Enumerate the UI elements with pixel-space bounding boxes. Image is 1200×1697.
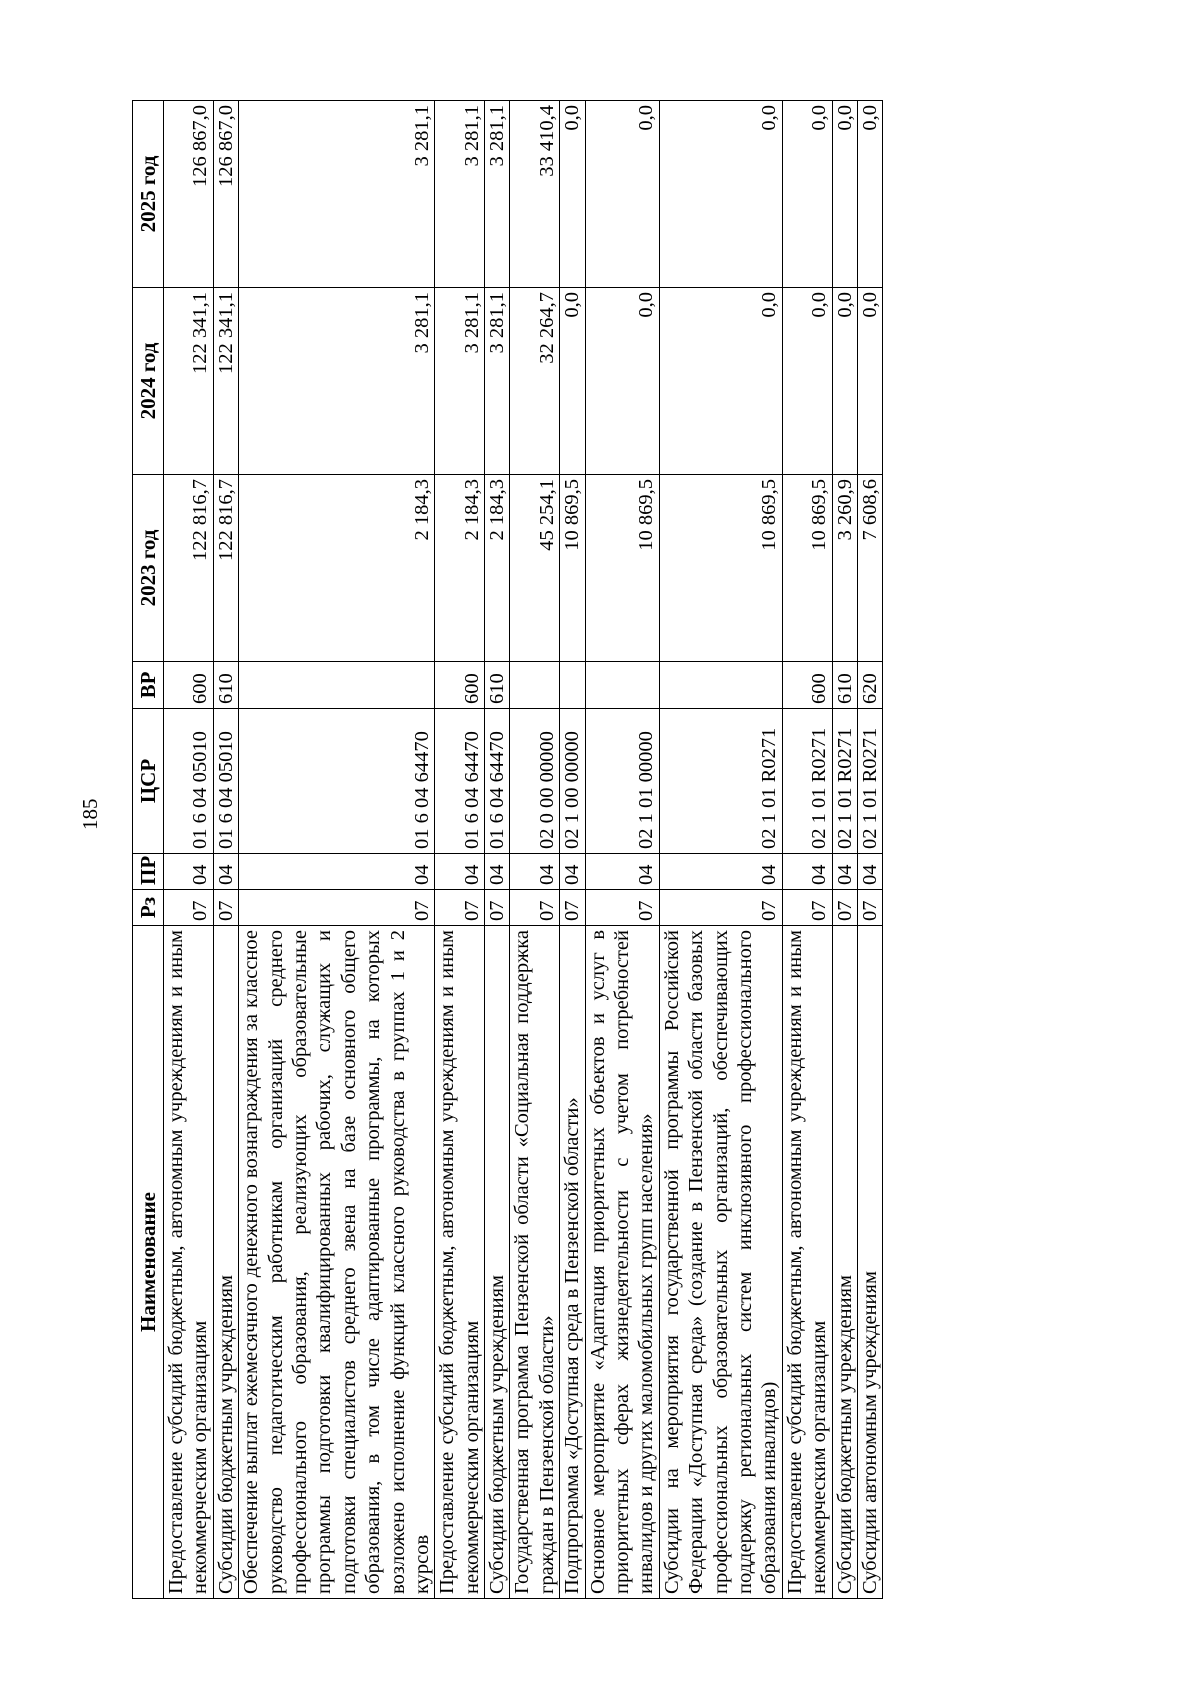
cell-vr: 610: [485, 662, 510, 709]
cell-csr: 01 6 04 64470: [485, 709, 510, 854]
cell-2024: 3 281,1: [239, 288, 435, 475]
cell-vr: 620: [857, 662, 882, 709]
cell-pr: 04: [485, 854, 510, 890]
cell-rz: 07: [857, 890, 882, 926]
cell-rz: 07: [560, 890, 585, 926]
cell-pr: 04: [782, 854, 832, 890]
cell-pr: 04: [163, 854, 213, 890]
header-rz: Рз: [133, 890, 164, 926]
cell-vr: 600: [435, 662, 485, 709]
table-body: [163, 101, 882, 1599]
cell-rz: 07: [239, 890, 435, 926]
cell-2025: 0,0: [832, 101, 857, 288]
table-row: [485, 101, 510, 1599]
cell-rz: 07: [585, 890, 659, 926]
cell-rz: 07: [213, 890, 238, 926]
cell-name: Субсидии бюджетным учреждениям: [832, 926, 857, 1599]
cell-csr: 01 6 04 05010: [213, 709, 238, 854]
cell-2025: 0,0: [857, 101, 882, 288]
cell-csr: 02 1 01 R0271: [659, 709, 782, 854]
page-number: 185: [78, 798, 102, 830]
cell-2023: 7 608,6: [857, 475, 882, 662]
cell-csr: 02 1 01 00000: [585, 709, 659, 854]
rotated-page-content: [132, 101, 1044, 1599]
cell-vr: [659, 662, 782, 709]
cell-2023: 45 254,1: [510, 475, 560, 662]
cell-name: Подпрограмма «Доступная среда в Пензенской области»: [560, 926, 585, 1599]
cell-name: Субсидии бюджетным учреждениям: [485, 926, 510, 1599]
cell-2025: 126 867,0: [213, 101, 238, 288]
cell-2025: 0,0: [659, 101, 782, 288]
cell-csr: 01 6 04 05010: [163, 709, 213, 854]
header-2023: 2023 год: [133, 475, 164, 662]
cell-csr: 02 1 01 R0271: [857, 709, 882, 854]
cell-pr: 04: [832, 854, 857, 890]
cell-name: Субсидии на мероприятия государственной программы Российской Федерации «Доступная среда» (создание в Пензенской области базовых профессиональных образовательных организаций, обеспечивающих поддержку региональных систем инклюзивного профессионального образования инвалидов): [659, 926, 782, 1599]
cell-2025: 0,0: [560, 101, 585, 288]
cell-2023: 10 869,5: [659, 475, 782, 662]
cell-rz: 07: [510, 890, 560, 926]
cell-rz: 07: [485, 890, 510, 926]
cell-2024: 0,0: [782, 288, 832, 475]
header-2025: 2025 год: [133, 101, 164, 288]
cell-2024: 3 281,1: [485, 288, 510, 475]
cell-name: Субсидии бюджетным учреждениям: [213, 926, 238, 1599]
cell-2024: 122 341,1: [213, 288, 238, 475]
cell-vr: 610: [832, 662, 857, 709]
header-2024: 2024 год: [133, 288, 164, 475]
cell-2025: 0,0: [782, 101, 832, 288]
cell-rz: 07: [782, 890, 832, 926]
table-row: [239, 101, 435, 1599]
cell-2024: 0,0: [857, 288, 882, 475]
cell-2025: 3 281,1: [485, 101, 510, 288]
cell-vr: 600: [163, 662, 213, 709]
cell-name: Государственная программа Пензенской области «Социальная поддержка граждан в Пензенской области»: [510, 926, 560, 1599]
cell-pr: 04: [239, 854, 435, 890]
cell-2025: 33 410,4: [510, 101, 560, 288]
cell-2023: 10 869,5: [560, 475, 585, 662]
cell-pr: 04: [213, 854, 238, 890]
cell-csr: 02 0 00 00000: [510, 709, 560, 854]
table-row: [560, 101, 585, 1599]
cell-csr: 02 1 01 R0271: [832, 709, 857, 854]
cell-name: Предоставление субсидий бюджетным, автономным учреждениям и иным некоммерческим организациям: [435, 926, 485, 1599]
cell-2023: 122 816,7: [213, 475, 238, 662]
cell-name: Субсидии автономным учреждениям: [857, 926, 882, 1599]
cell-2024: 0,0: [832, 288, 857, 475]
cell-pr: 04: [510, 854, 560, 890]
cell-2025: 0,0: [585, 101, 659, 288]
header-csr: ЦСР: [133, 709, 164, 854]
cell-name: Обеспечение выплат ежемесячного денежного вознаграждения за классное руководство педагогическим работникам организаций среднего профессионального образования, реализующих образовательные программы подготовки квалифицированных рабочих, служащих и подготовки специалистов среднего звена на базе основного общего образования, в том числе адаптированные программы, на которых возложено исполнение функций классного руководства в группах 1 и 2 курсов: [239, 926, 435, 1599]
cell-csr: 01 6 04 64470: [239, 709, 435, 854]
cell-2023: 2 184,3: [239, 475, 435, 662]
cell-rz: 07: [832, 890, 857, 926]
cell-vr: [585, 662, 659, 709]
header-pr: ПР: [133, 854, 164, 890]
table-row: [510, 101, 560, 1599]
cell-2024: 32 264,7: [510, 288, 560, 475]
table-row: [832, 101, 857, 1599]
cell-2025: 126 867,0: [163, 101, 213, 288]
cell-rz: 07: [163, 890, 213, 926]
cell-name: Основное мероприятие «Адаптация приоритетных объектов и услуг в приоритетных сферах жизнедеятельности с учетом потребностей инвалидов и других маломобильных групп населения»: [585, 926, 659, 1599]
cell-vr: [239, 662, 435, 709]
cell-2024: 0,0: [659, 288, 782, 475]
header-name: Наименование: [133, 926, 164, 1599]
cell-pr: 04: [857, 854, 882, 890]
cell-vr: [560, 662, 585, 709]
cell-csr: 02 1 00 00000: [560, 709, 585, 854]
cell-vr: [510, 662, 560, 709]
table-row: [435, 101, 485, 1599]
cell-2023: 2 184,3: [485, 475, 510, 662]
cell-2023: 10 869,5: [782, 475, 832, 662]
cell-name: Предоставление субсидий бюджетным, автономным учреждениям и иным некоммерческим организациям: [163, 926, 213, 1599]
budget-table: [132, 100, 883, 1599]
cell-2023: 2 184,3: [435, 475, 485, 662]
cell-rz: 07: [435, 890, 485, 926]
cell-vr: 610: [213, 662, 238, 709]
table-row: [659, 101, 782, 1599]
table-row: [163, 101, 213, 1599]
cell-csr: 02 1 01 R0271: [782, 709, 832, 854]
table-row: [213, 101, 238, 1599]
cell-rz: 07: [659, 890, 782, 926]
cell-2024: 3 281,1: [435, 288, 485, 475]
cell-2024: 0,0: [585, 288, 659, 475]
table-row: [585, 101, 659, 1599]
cell-2025: 3 281,1: [239, 101, 435, 288]
cell-2025: 3 281,1: [435, 101, 485, 288]
table-row: [782, 101, 832, 1599]
table-header-row: [133, 101, 164, 1599]
cell-2024: 122 341,1: [163, 288, 213, 475]
table-row: [857, 101, 882, 1599]
cell-csr: 01 6 04 64470: [435, 709, 485, 854]
cell-name: Предоставление субсидий бюджетным, автономным учреждениям и иным некоммерческим организациям: [782, 926, 832, 1599]
cell-2023: 122 816,7: [163, 475, 213, 662]
header-vr: ВР: [133, 662, 164, 709]
cell-2023: 3 260,9: [832, 475, 857, 662]
cell-pr: 04: [585, 854, 659, 890]
cell-2023: 10 869,5: [585, 475, 659, 662]
cell-2024: 0,0: [560, 288, 585, 475]
cell-pr: 04: [435, 854, 485, 890]
cell-pr: 04: [560, 854, 585, 890]
cell-pr: 04: [659, 854, 782, 890]
cell-vr: 600: [782, 662, 832, 709]
